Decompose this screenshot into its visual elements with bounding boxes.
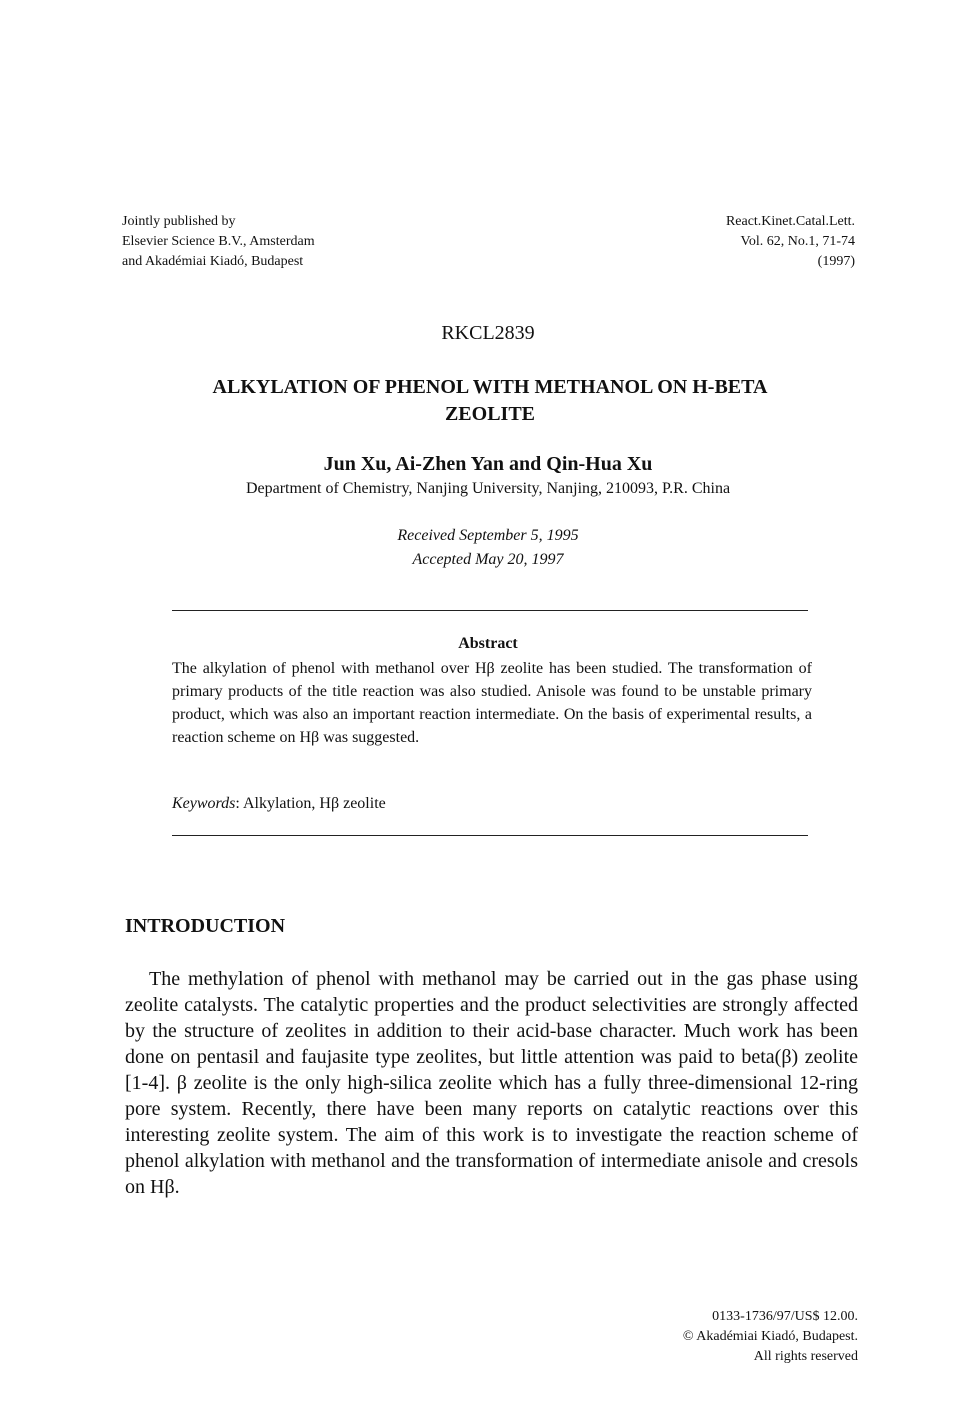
title-line: ALKYLATION OF PHENOL WITH METHANOL ON H-BETA [212, 376, 768, 398]
introduction-heading: INTRODUCTION [125, 915, 286, 937]
accepted-date: Accepted May 20, 1997 [412, 551, 564, 568]
document-code: RKCL2839 [441, 322, 535, 344]
publisher-line: Jointly published by [122, 214, 236, 229]
keywords-value: : Alkylation, Hβ zeolite [235, 795, 386, 812]
abstract-bottom-divider [172, 835, 808, 836]
footer-line: All rights reserved [753, 1349, 858, 1364]
paper-title [150, 374, 830, 428]
title-line: ZEOLITE [444, 403, 536, 425]
footer-line: 0133-1736/97/US$ 12.00. [712, 1309, 858, 1324]
dates [0, 524, 976, 572]
journal-name: React.Kinet.Catal.Lett. [725, 214, 855, 229]
journal-volume: Vol. 62, No.1, 71-74 [740, 234, 855, 249]
keywords [172, 795, 386, 813]
journal-year: (1997) [817, 254, 855, 269]
affiliation: Department of Chemistry, Nanjing University, Nanjing, 210093, P.R. China [245, 480, 731, 497]
keywords-label: Keywords [172, 795, 236, 812]
abstract-heading: Abstract [458, 635, 518, 652]
publisher-line: Elsevier Science B.V., Amsterdam [122, 234, 315, 249]
received-date: Received September 5, 1995 [397, 527, 579, 544]
footer-line: © Akadémiai Kiadó, Budapest. [682, 1329, 858, 1344]
copyright-footer [683, 1307, 858, 1367]
publisher-line: and Akadémiai Kiadó, Budapest [122, 254, 304, 269]
abstract-top-divider [172, 610, 808, 611]
journal-citation [726, 212, 855, 272]
authors: Jun Xu, Ai-Zhen Yan and Qin-Hua Xu [323, 453, 653, 475]
publisher-info [122, 212, 315, 272]
introduction-text: The methylation of phenol with methanol may be carried out in the gas phase using zeolite catalysts. The catalytic properties and the product selectivities are strongly affected by the structure of zeolites in addition to their acid-base character. Much work has been done on pentasil and faujasite type zeolites, but little attention was paid to beta(β) zeolite [1-4]. β zeolite is the only high-silica zeolite which has a fully three-dimensional 12-ring pore system. Recently, there have been many reports on catalytic reactions over this interesting zeolite system. The aim of this work is to investigate the reaction scheme of phenol alkylation with methanol and the transformation of intermediate anisole and cresols on Hβ. [125, 968, 858, 1198]
abstract-text: The alkylation of phenol with methanol over Hβ zeolite has been studied. The transformation of primary products of the title reaction was also studied. Anisole was found to be unstable primary product, which was also an important reaction intermediate. On the basis of experimental results, a reaction scheme on Hβ was suggested. [172, 660, 812, 746]
